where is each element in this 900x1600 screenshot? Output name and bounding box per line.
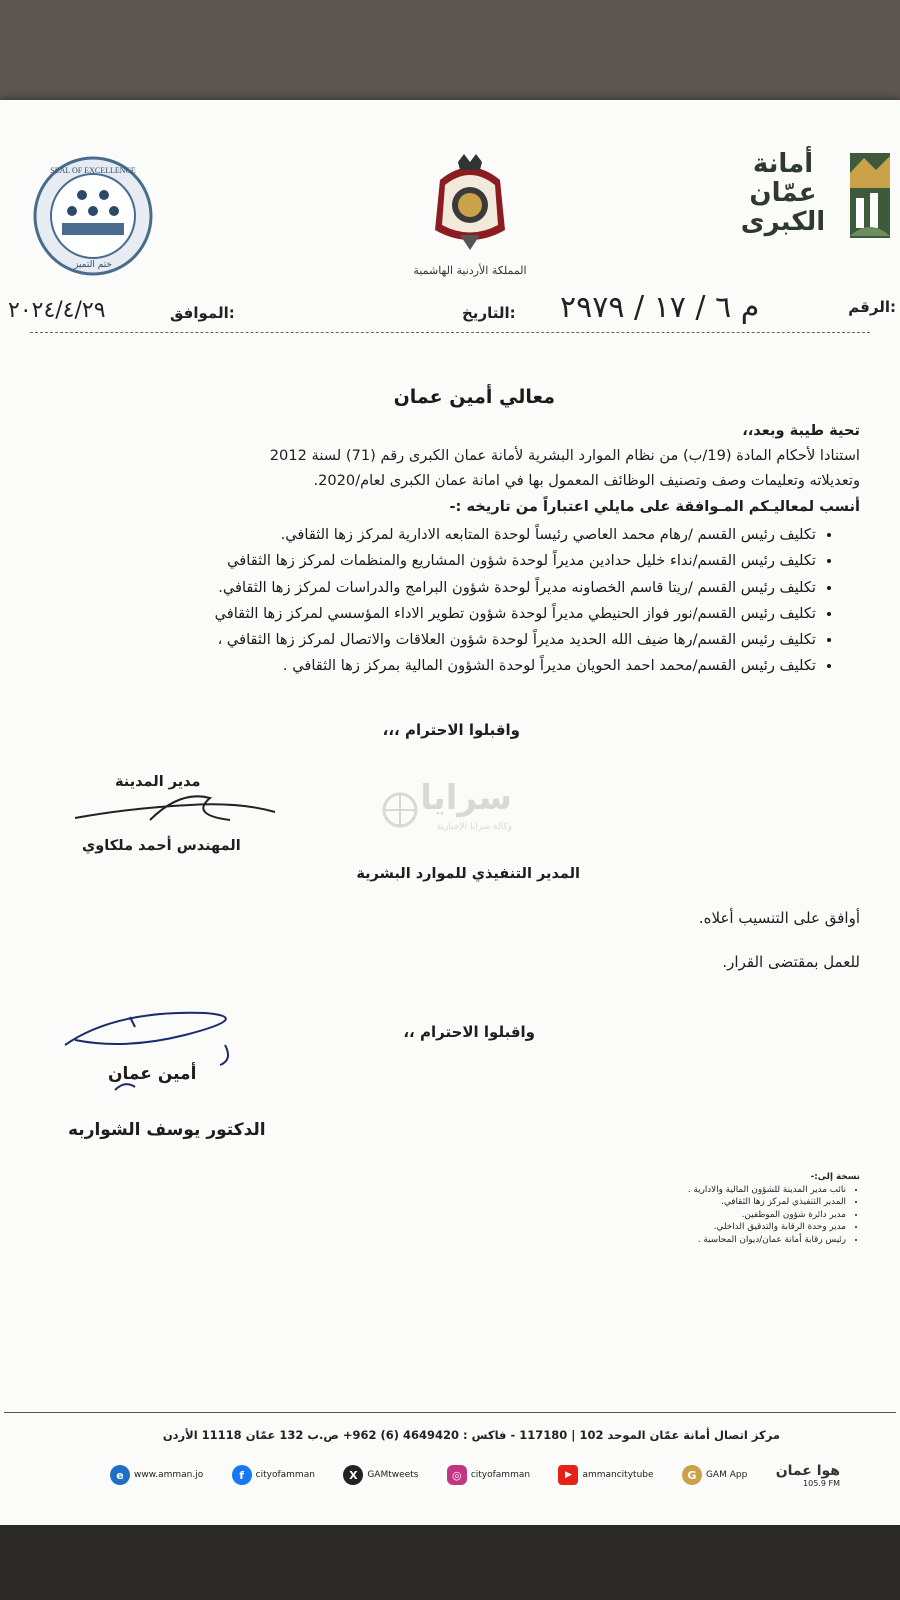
youtube-icon: ▶ — [558, 1465, 578, 1485]
task-item: • تكليف رئيس القسم/نداء خليل حدادين مديراً لوحدة شؤون المشاريع والمنظمات لمركز زها الثقافي — [40, 548, 816, 574]
letter-title: معالي أمين عمان — [393, 386, 555, 408]
instagram-text: cityofamman — [470, 1470, 531, 1480]
ref-label: الرقم: — [848, 298, 896, 316]
seal-text: SEAL OF EXCELLENCE — [50, 166, 136, 175]
org-name — [728, 150, 838, 237]
copies-label: نسخة إلى:- — [810, 1172, 860, 1182]
footer-divider — [4, 1412, 896, 1413]
tasks-list — [40, 522, 860, 680]
hijri-label: الموافق: — [170, 304, 235, 322]
greeting: تحية طيبة وبعد،، — [742, 422, 860, 439]
org-name-line: أمانة — [752, 149, 814, 179]
org-name-line: عمّان — [749, 178, 817, 208]
ref-number: م ٦ / ١٧ / ٢٩٧٩ — [560, 290, 760, 325]
task-item: • تكليف رئيس القسم/محمد احمد الحويان مديراً لوحدة الشؤون المالية بمركز زها الثقافي . — [40, 653, 816, 679]
task-item: • تكليف رئيس القسم /ريتا قاسم الخصاونه مديراً لوحدة شؤون البرامج والدراسات لمركز زها الثقافي. — [40, 575, 816, 601]
website-text: www.amman.jo — [134, 1470, 204, 1480]
approval-line-1: أوافق على التنسيب أعلاه. — [698, 909, 860, 927]
coat-of-arms-icon — [420, 150, 520, 260]
org-name-line: الكبرى — [740, 207, 826, 237]
reference-line — [0, 290, 900, 336]
ref-underline — [30, 332, 870, 334]
gam-app-text: GAM App — [705, 1470, 748, 1480]
task-item: • تكليف رئيس القسم/رها ضيف الله الحديد مديراً لوحدة شؤون العلاقات والاتصال لمركز زها الثقافي ، — [40, 627, 816, 653]
copies-item: • مدير وحدة الرقابة والتدقيق الداخلي. — [600, 1221, 846, 1234]
gam-app-link[interactable] — [682, 1465, 747, 1485]
watermark-brand: سرايا — [420, 778, 512, 818]
globe-icon — [380, 790, 420, 830]
instagram-link[interactable] — [447, 1465, 530, 1485]
intro-line-2: وتعديلاته وتعليمات وصف وتصنيف الوظائف المعمول بها في امانة عمان الكبرى لعام/2020. — [313, 472, 860, 489]
city-director-title: مدير المدينة — [115, 774, 201, 790]
approval-line-2: للعمل بمقتضى القرار. — [722, 953, 860, 971]
facebook-link[interactable] — [232, 1465, 315, 1485]
app-icon: G — [682, 1465, 702, 1485]
copies-item: • رئيس رقابة أمانة عمان/ديوان المحاسبة . — [600, 1234, 846, 1247]
copies-item: • المدير التنفيذي لمركز زها الثقافي. — [600, 1196, 846, 1209]
date-value: ٢٠٢٤/٤/٢٩ — [8, 298, 106, 323]
footer-social-row — [110, 1460, 840, 1490]
copies-item: • نائب مدير المدينة للشؤون المالية والادارية . — [600, 1184, 846, 1197]
facebook-text: cityofamman — [255, 1470, 315, 1480]
watermark — [380, 778, 520, 848]
radio-link[interactable] — [776, 1463, 840, 1488]
footer-contact: مركز اتصال أمانة عمّان الموحد 102 | 117180 - فاكس : 4649420 (6) 962+ ص.ب 132 عمّان 11118 الأردن — [162, 1428, 780, 1442]
task-item: • تكليف رئيس القسم/نور فواز الحنيطي مديراً لوحدة شؤون تطوير الاداء المؤسسي لمركز زها الثقافي — [40, 601, 816, 627]
radio-frequency: 105.9 FM — [803, 1478, 840, 1488]
instagram-icon: ◎ — [447, 1465, 467, 1485]
closing: واقبلوا الاحترام ،،، — [382, 721, 520, 739]
radio-name: هوا عمان — [775, 1462, 840, 1479]
seal-caption: ختم التميز — [74, 260, 112, 270]
background-top — [0, 0, 900, 112]
hr-director-title: المدير التنفيذي للموارد البشرية — [356, 866, 580, 882]
seal-of-excellence-icon — [32, 155, 154, 277]
x-icon: X — [343, 1465, 363, 1485]
twitter-text: GAMtweets — [367, 1470, 419, 1480]
closing-2: واقبلوا الاحترام ،، — [403, 1023, 535, 1041]
website-link[interactable] — [110, 1465, 203, 1485]
city-director-name: المهندس أحمد ملكاوي — [82, 838, 241, 854]
twitter-link[interactable] — [343, 1465, 418, 1485]
facebook-icon: f — [232, 1465, 252, 1485]
crest-caption: المملكة الأردنية الهاشمية — [413, 264, 527, 277]
date-label: التاريخ: — [462, 304, 516, 322]
task-item: • تكليف رئيس القسم /رهام محمد العاصي رئيساً لوحدة المتابعه الادارية لمركز زها الثقافي. — [40, 522, 816, 548]
copies-item: • مدير دائرة شؤون الموظفين. — [600, 1209, 846, 1222]
intro-line-1: استنادا لأحكام المادة (19/ب) من نظام الموارد البشرية لأمانة عمان الكبرى رقم (71) لسنة 2012 — [269, 447, 860, 464]
background-bottom — [0, 1518, 900, 1600]
browser-icon: e — [110, 1465, 130, 1485]
watermark-tagline: وكالة سرايا الإخبارية — [436, 822, 512, 832]
request-line: أنسب لمعاليـكم المـوافقة على مايلي اعتباراً من تاريخه :- — [449, 498, 860, 515]
copies-list — [600, 1171, 860, 1246]
youtube-link[interactable] — [558, 1465, 653, 1485]
city-director-signature-icon — [70, 790, 280, 830]
mayor-name: الدكتور يوسف الشواربه — [68, 1120, 266, 1140]
mayor-title: أمين عمان — [108, 1064, 197, 1084]
youtube-text: ammancitytube — [582, 1470, 654, 1480]
